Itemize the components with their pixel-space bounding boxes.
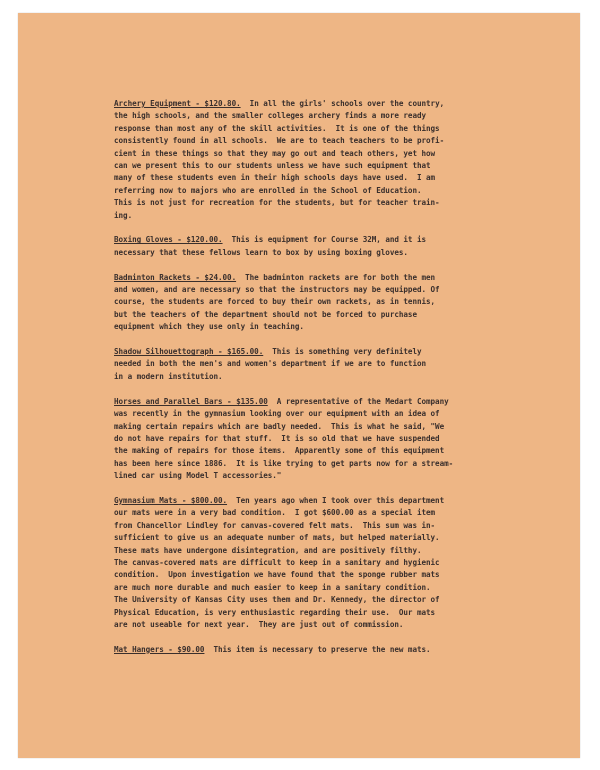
item-title: Badminton Rackets - $24.00. <box>114 272 237 282</box>
text-line: The canvas-covered mats are difficult to keep in a sanitary and hygienic <box>114 557 440 567</box>
paragraph-silhouettograph <box>114 346 554 383</box>
paragraph-archery <box>114 98 554 222</box>
text-line: lined car using Model T accessories." <box>114 471 282 481</box>
item-title: Mat Hangers - $90.00 <box>114 644 205 654</box>
text-line: do not have repairs for that stuff. It is so old that we have suspended <box>114 433 440 443</box>
document-body <box>114 98 554 669</box>
text-line: These mats have undergone disintegration, and are positively filthy. <box>114 545 422 555</box>
paragraph-horses-parallel-bars <box>114 396 554 483</box>
text-line: This is something very definitely <box>272 347 422 357</box>
text-line: can we present this to our students unless we have such equipment that <box>114 161 431 171</box>
item-title: Archery Equipment - $120.80. <box>114 99 241 108</box>
item-title: Horses and Parallel Bars - $135.00 <box>114 396 268 406</box>
text-line: our mats were in a very bad condition. I got $600.00 as a special item <box>114 508 436 518</box>
text-line: are much more durable and much easier to keep in a sanitary condition. <box>114 582 431 592</box>
paragraph-gymnasium-mats <box>114 495 554 631</box>
text-line: equipment which they use only in teaching. <box>114 322 304 332</box>
text-line: The University of Kansas City uses them and Dr. Kennedy, the director of <box>114 595 440 605</box>
text-line: and women, and are necessary so that the instructors may be equipped. Of <box>114 285 440 295</box>
document-page <box>18 13 580 758</box>
text-line: Ten years ago when I took over this department <box>236 495 445 505</box>
text-line: This is not just for recreation for the students, but for teacher train- <box>114 198 440 208</box>
item-title: Boxing Gloves - $120.00. <box>114 235 223 245</box>
text-line: from Chancellor Lindley for canvas-covered felt mats. This sum was in- <box>114 520 436 530</box>
text-line: A representative of the Medart Company <box>276 396 449 406</box>
text-line: ing. <box>114 210 133 220</box>
text-line: the high schools, and the smaller colleges archery finds a more ready <box>114 111 427 121</box>
text-line: many of these students even in their high schools days have used. I am <box>114 173 436 183</box>
text-line: This is equipment for Course 32M, and it is <box>231 235 427 245</box>
text-line: referring now to majors who are enrolled in the School of Education. <box>114 185 422 195</box>
text-line: course, the students are forced to buy their own rackets, as in tennis, <box>114 297 436 307</box>
item-title: Gymnasium Mats - $800.00. <box>114 495 228 505</box>
text-line: In all the girls' schools over the country, <box>249 99 445 108</box>
text-line: the making of repairs for those items. Apparently some of this equipment <box>114 446 445 456</box>
text-line: cient in these things so that they may go out and teach others, yet how <box>114 148 436 158</box>
text-line: Physical Education, is very enthusiastic regarding their use. Our mats <box>114 607 436 617</box>
text-line: This item is necessary to preserve the new mats. <box>213 644 431 654</box>
text-line: condition. Upon investigation we have found that the sponge rubber mats <box>114 570 440 580</box>
text-line: making certain repairs which are badly needed. This is what he said, "We <box>114 421 445 431</box>
text-line: sufficient to give us an adequate number of mats, but helped materially. <box>114 533 440 543</box>
text-line: necessary that these fellows learn to box by using boxing gloves. <box>114 247 408 257</box>
text-line: in a modern institution. <box>114 371 223 381</box>
text-line: consistently found in all schools. We are to teach teachers to be profi- <box>114 136 445 146</box>
item-title: Shadow Silhouettograph - $165.00. <box>114 347 264 357</box>
text-line: was recently in the gymnasium looking over our equipment with an idea of <box>114 409 440 419</box>
paragraph-mat-hangers <box>114 644 554 656</box>
text-line: has been here since 1886. It is like trying to get parts now for a stream- <box>114 458 454 468</box>
text-line: response than most any of the skill activities. It is one of the things <box>114 123 440 133</box>
paragraph-boxing-gloves <box>114 234 554 259</box>
text-line: The badminton rackets are for both the men <box>245 272 436 282</box>
text-line: needed in both the men's and women's department if we are to function <box>114 359 427 369</box>
text-line: but the teachers of the department should not be forced to purchase <box>114 309 417 319</box>
text-line: are not useable for next year. They are just out of commission. <box>114 619 404 629</box>
paragraph-badminton <box>114 272 554 334</box>
